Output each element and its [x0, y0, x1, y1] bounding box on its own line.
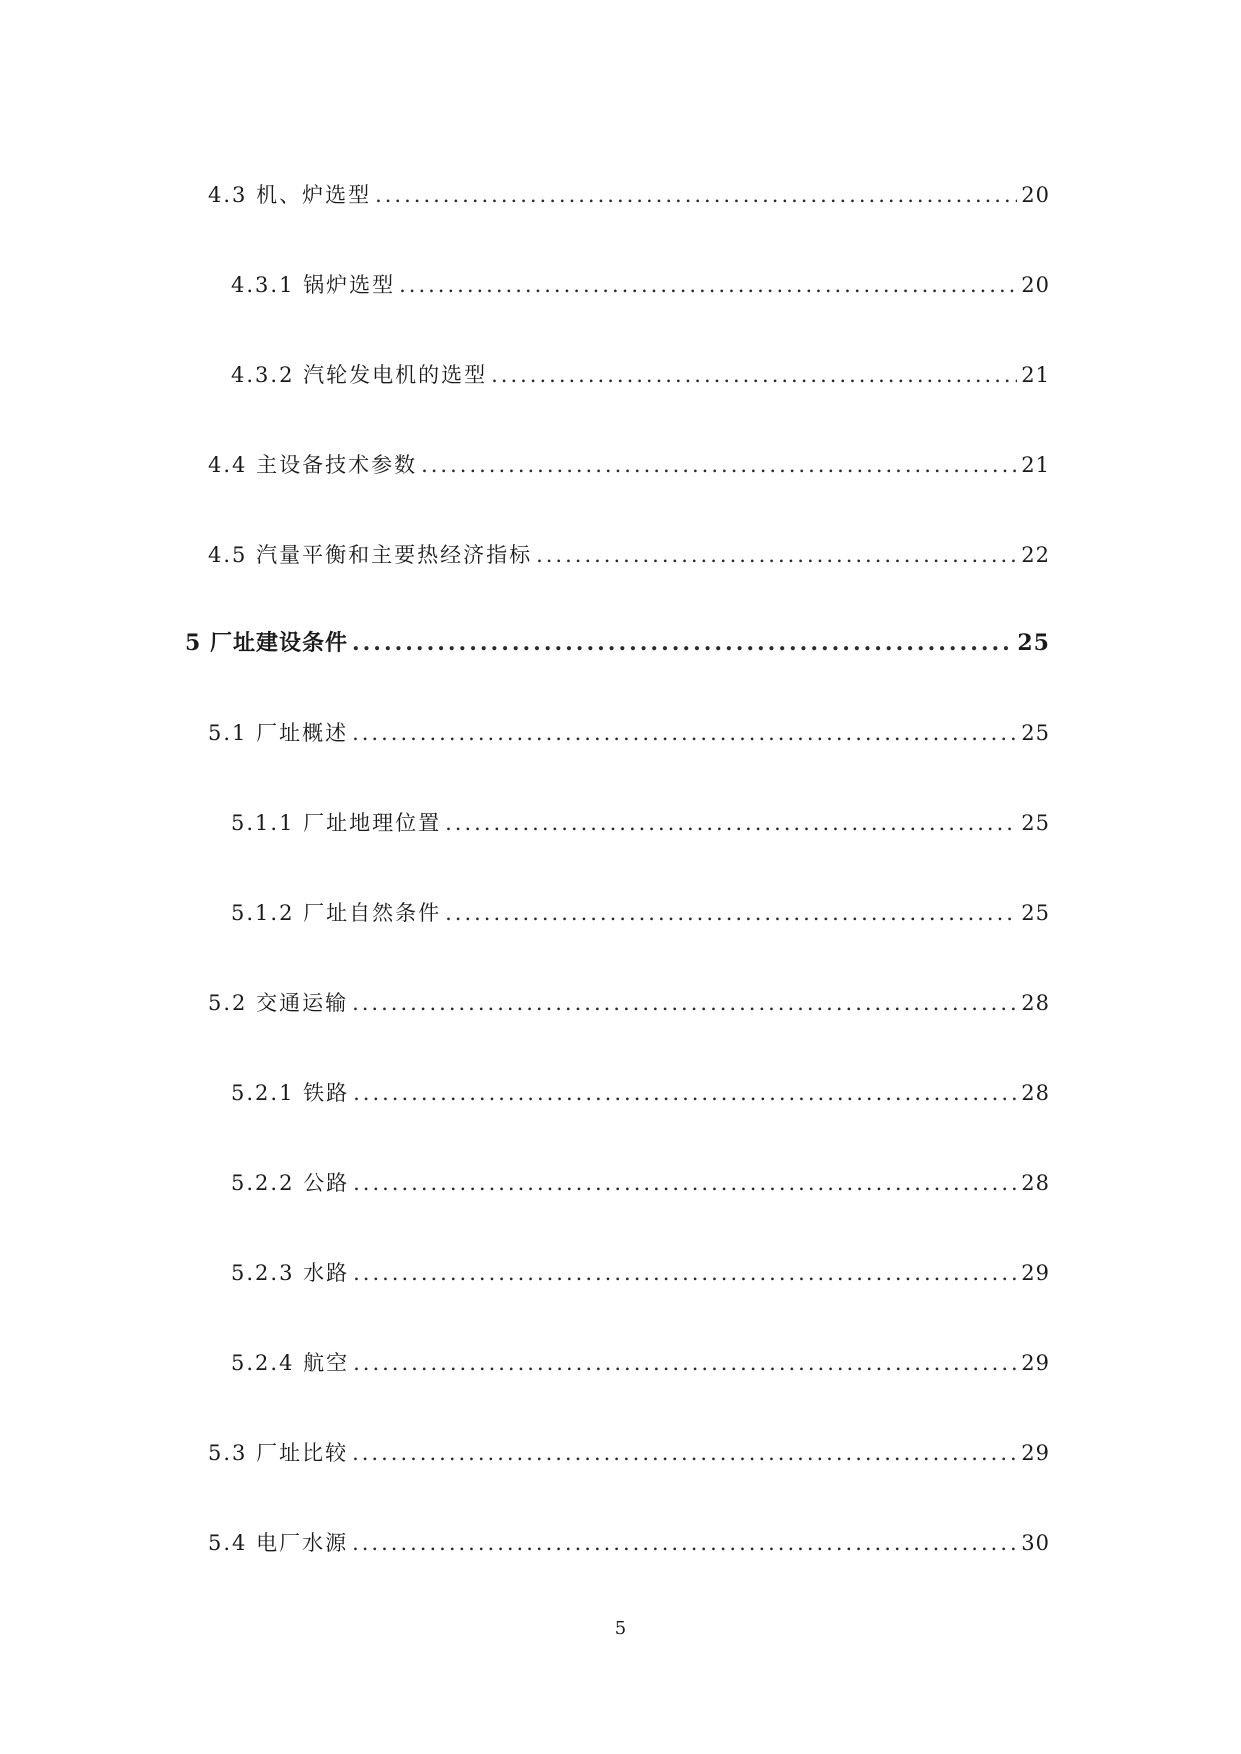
toc-dot-leader	[445, 898, 1017, 928]
toc-entry-5-2-4[interactable]	[231, 1348, 1050, 1378]
toc-dot-leader	[352, 628, 1013, 658]
toc-entry-page: 20	[1021, 273, 1050, 297]
toc-dot-leader	[353, 1258, 1017, 1288]
toc-entry-label: 5.1.2 厂址自然条件	[231, 901, 442, 925]
toc-entry-page: 28	[1021, 1171, 1050, 1195]
toc-entry-4-3-1[interactable]	[231, 270, 1050, 300]
toc-entry-5[interactable]	[185, 628, 1050, 658]
toc-entry-label: 4.3.1 锅炉选型	[231, 273, 396, 297]
toc-entry-label: 5.1.1 厂址地理位置	[231, 811, 442, 835]
toc-dot-leader	[375, 180, 1017, 210]
toc-entry-page: 25	[1021, 721, 1050, 745]
toc-entry-page: 21	[1021, 363, 1050, 387]
toc-entry-4-5[interactable]	[208, 540, 1050, 570]
toc-entry-page: 30	[1021, 1531, 1050, 1555]
toc-entry-5-2-2[interactable]	[231, 1168, 1050, 1198]
toc-entry-5-2[interactable]	[208, 988, 1050, 1018]
page-number: 5	[614, 1618, 627, 1639]
toc-entry-5-1[interactable]	[208, 718, 1050, 748]
toc-entry-page: 22	[1021, 543, 1050, 567]
toc-entry-5-2-3[interactable]	[231, 1258, 1050, 1288]
toc-entry-page: 29	[1021, 1351, 1050, 1375]
toc-dot-leader	[445, 808, 1017, 838]
toc-entry-label: 4.3 机、炉选型	[208, 183, 372, 207]
toc-dot-leader	[353, 1078, 1017, 1108]
toc-entry-5-1-2[interactable]	[231, 898, 1050, 928]
toc-dot-leader	[421, 450, 1017, 480]
toc-dot-leader	[352, 718, 1017, 748]
toc-entry-label: 4.5 汽量平衡和主要热经济指标	[208, 543, 533, 567]
toc-dot-leader	[352, 1528, 1017, 1558]
toc-entry-label: 4.4 主设备技术参数	[208, 453, 418, 477]
toc-entry-label: 5.2.3 水路	[231, 1261, 350, 1285]
toc-entry-page: 20	[1021, 183, 1050, 207]
toc-dot-leader	[352, 1438, 1017, 1468]
toc-dot-leader	[353, 1348, 1017, 1378]
toc-entry-4-3-2[interactable]	[231, 360, 1050, 390]
toc-dot-leader	[399, 270, 1017, 300]
toc-entry-5-3[interactable]	[208, 1438, 1050, 1468]
toc-entry-page: 25	[1017, 630, 1050, 656]
toc-entry-label: 5.3 厂址比较	[208, 1441, 349, 1465]
toc-entry-page: 29	[1021, 1261, 1050, 1285]
toc-entry-5-1-1[interactable]	[231, 808, 1050, 838]
toc-entry-4-3[interactable]	[208, 180, 1050, 210]
toc-entry-page: 29	[1021, 1441, 1050, 1465]
toc-entry-label: 5.2 交通运输	[208, 991, 349, 1015]
toc-entry-page: 28	[1021, 991, 1050, 1015]
toc-entry-page: 28	[1021, 1081, 1050, 1105]
toc-dot-leader	[536, 540, 1017, 570]
toc-entry-page: 21	[1021, 453, 1050, 477]
toc-entry-page: 25	[1021, 811, 1050, 835]
toc-entry-label: 5 厂址建设条件	[185, 630, 348, 656]
toc-entry-5-4[interactable]	[208, 1528, 1050, 1558]
toc-entry-page: 25	[1021, 901, 1050, 925]
toc-entry-label: 5.1 厂址概述	[208, 721, 349, 745]
toc-dot-leader	[353, 1168, 1017, 1198]
toc-entry-5-2-1[interactable]	[231, 1078, 1050, 1108]
toc-entry-label: 5.2.1 铁路	[231, 1081, 350, 1105]
toc-entry-label: 4.3.2 汽轮发电机的选型	[231, 363, 488, 387]
toc-entry-4-4[interactable]	[208, 450, 1050, 480]
toc-dot-leader	[352, 988, 1017, 1018]
toc-dot-leader	[491, 360, 1017, 390]
toc-entry-label: 5.2.2 公路	[231, 1171, 350, 1195]
toc-entry-label: 5.4 电厂水源	[208, 1531, 349, 1555]
toc-entry-label: 5.2.4 航空	[231, 1351, 350, 1375]
